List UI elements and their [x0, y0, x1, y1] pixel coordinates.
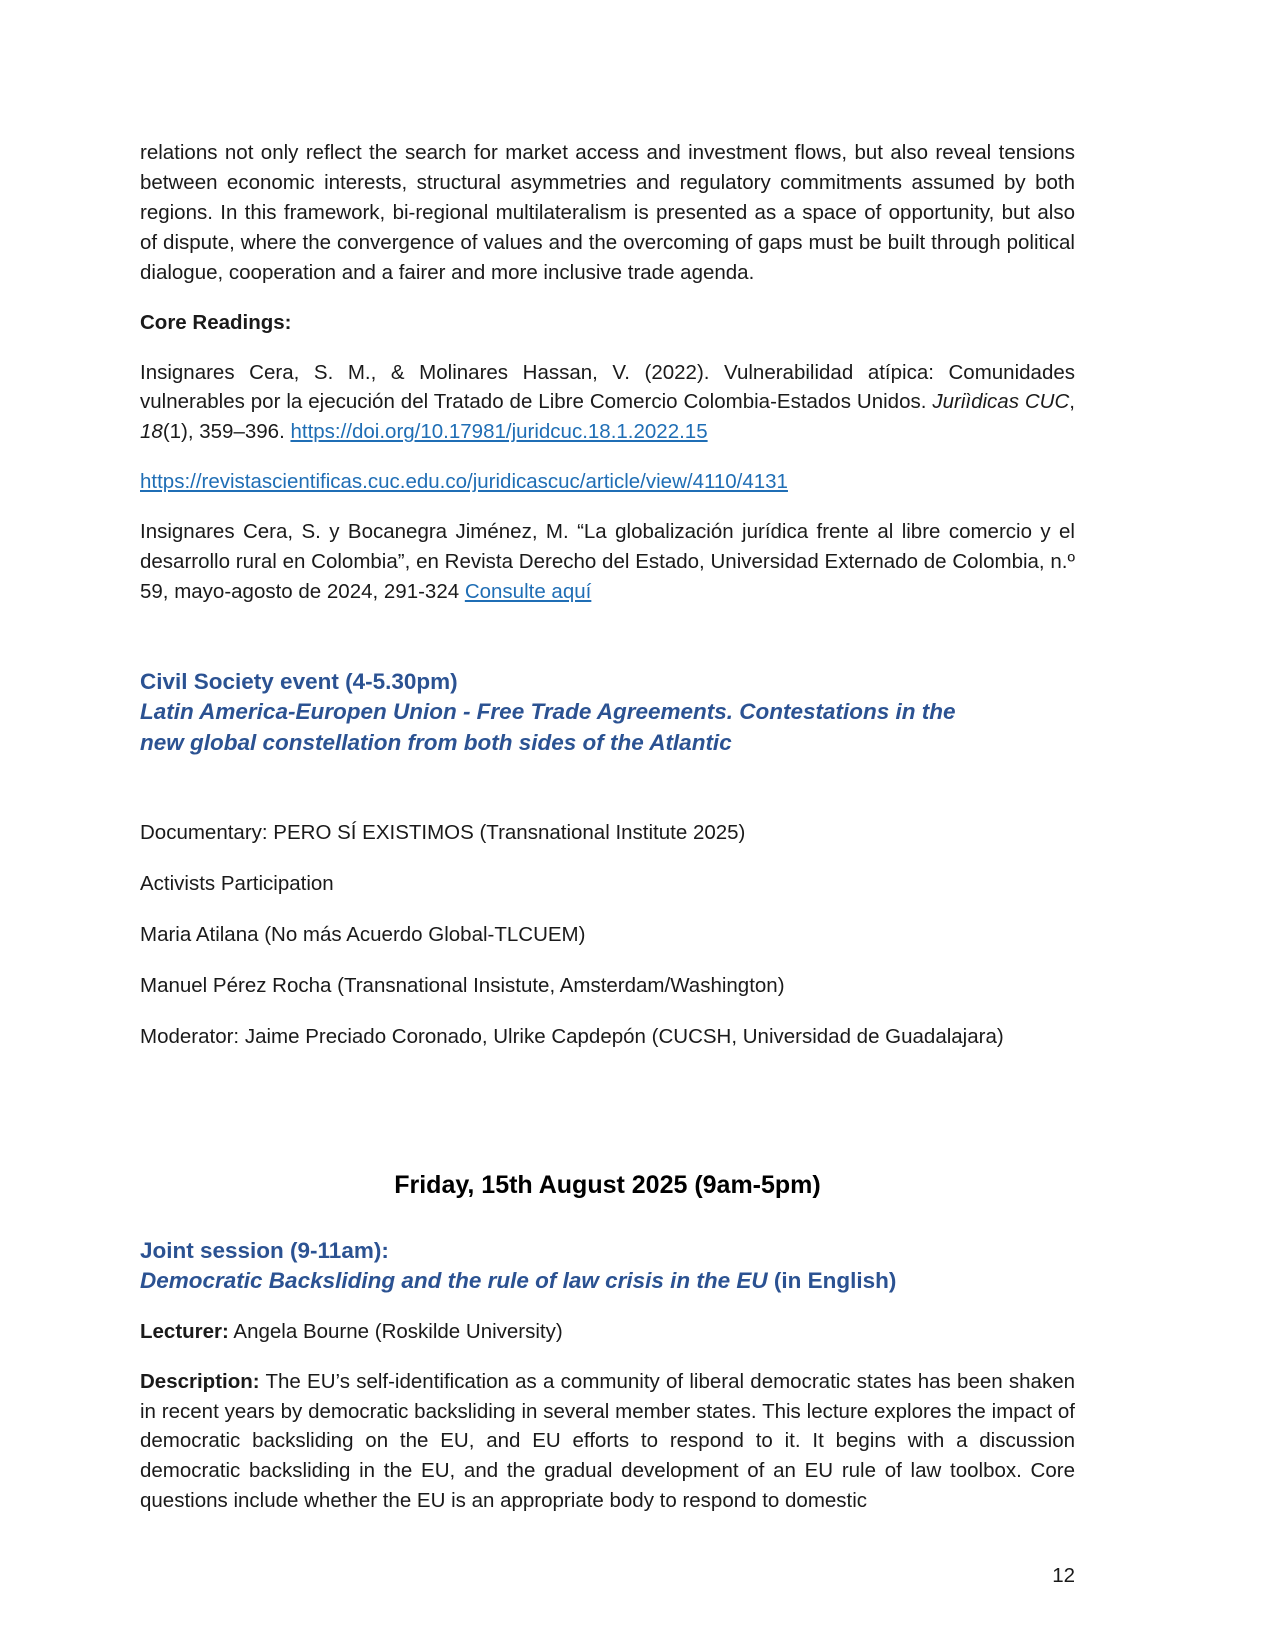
article-url-line	[140, 467, 1075, 497]
intro-paragraph: relations not only reflect the search for market access and investment flows, but also reveal tensions between economic interests, structural asymmetries and regulatory commitments assumed by both regions. In this framework, bi-regional multilateralism is presented as a space of opportunity, but also of dispute, where the convergence of values and the overcoming of gaps must be built through political dialogue, cooperation and a fairer and more inclusive trade agenda.	[140, 141, 1075, 284]
list-item: Maria Atilana (No más Acuerdo Global-TLCUEM)	[140, 922, 586, 946]
article-url-link[interactable]: https://revistascientificas.cuc.edu.co/juridicascuc/article/view/4110/4131	[140, 470, 788, 494]
reference-two-text: Insignares Cera, S. y Bocanegra Jiménez, M. “La globalización jurídica frente al libre comercio y el desarrollo rural en Colombia”, en Revista Derecho del Estado, Universidad Externado de Colombia, n.º 59, mayo-agosto de 2024, 291-324	[140, 520, 1075, 604]
core-readings-heading: Core Readings:	[140, 310, 292, 334]
consulte-aqui-link[interactable]: Consulte aquí	[464, 580, 592, 604]
list-item: Activists Participation	[140, 872, 334, 896]
doi-link[interactable]: https://doi.org/10.17981/juridcuc.18.1.2022.15	[290, 420, 708, 444]
reference-one-part2: ,	[1069, 390, 1075, 414]
joint-session-title-suffix: (in English)	[767, 1268, 897, 1294]
joint-session-title	[140, 1266, 1075, 1297]
page-number: 12	[1052, 1564, 1075, 1587]
description-text: The EU’s self-identification as a community of liberal democratic states has been shaken in recent years by democratic backsliding in several member states. This lecture explores the impact of democratic backsliding on the EU, and EU efforts to respond to it. It begins with a discussion democratic backsliding in the EU, and the gradual development of an EU rule of law toolbox. Core questions include whether the EU is an appropriate body to respond to domestic	[140, 1369, 1075, 1513]
civil-society-heading: Civil Society event (4-5.30pm)	[140, 668, 458, 694]
reference-one	[140, 358, 1075, 448]
civil-society-section	[140, 667, 1075, 758]
civil-society-title-line1: Latin America-Europen Union - Free Trade Agreements. Contestations in the	[140, 698, 956, 724]
lecturer-label: Lecturer:	[140, 1319, 229, 1343]
lecturer-name: Angela Bourne (Roskilde University)	[228, 1319, 563, 1343]
list-item: Moderator: Jaime Preciado Coronado, Ulrike Capdepón (CUCSH, Universidad de Guadalajara)	[140, 1024, 1004, 1048]
reference-one-part1: Insignares Cera, S. M., & Molinares Hassan, V. (2022). Vulnerabilidad atípica: Comunidades vulnerables por la ejecución del Tratado de Libre Comercio Colombia-Estados Unidos.	[140, 360, 1075, 414]
joint-session-block	[140, 1236, 1075, 1297]
reference-one-part3: (1), 359–396.	[162, 420, 291, 444]
reference-two	[140, 517, 1075, 607]
list-item: Documentary: PERO SÍ EXISTIMOS (Transnational Institute 2025)	[140, 821, 746, 845]
page-content	[140, 138, 1075, 1516]
day-title: Friday, 15th August 2025 (9am-5pm)	[394, 1170, 821, 1199]
description-paragraph	[140, 1367, 1075, 1517]
joint-session-title-main: Democratic Backsliding and the rule of law crisis in the EU	[140, 1268, 768, 1294]
reference-one-volume: 18	[140, 420, 163, 444]
joint-session-heading: Joint session (9-11am):	[140, 1238, 389, 1264]
civil-society-items	[140, 818, 1075, 1052]
friday-section	[140, 1167, 1075, 1204]
list-item: Manuel Pérez Rocha (Transnational Insistute, Amsterdam/Washington)	[140, 973, 785, 997]
description-label: Description:	[140, 1369, 260, 1393]
reference-one-journal: Juriìdicas CUC	[932, 390, 1070, 414]
lecturer-line	[140, 1317, 1075, 1347]
civil-society-title-line2: new global constellation from both sides of the Atlantic	[140, 729, 732, 755]
